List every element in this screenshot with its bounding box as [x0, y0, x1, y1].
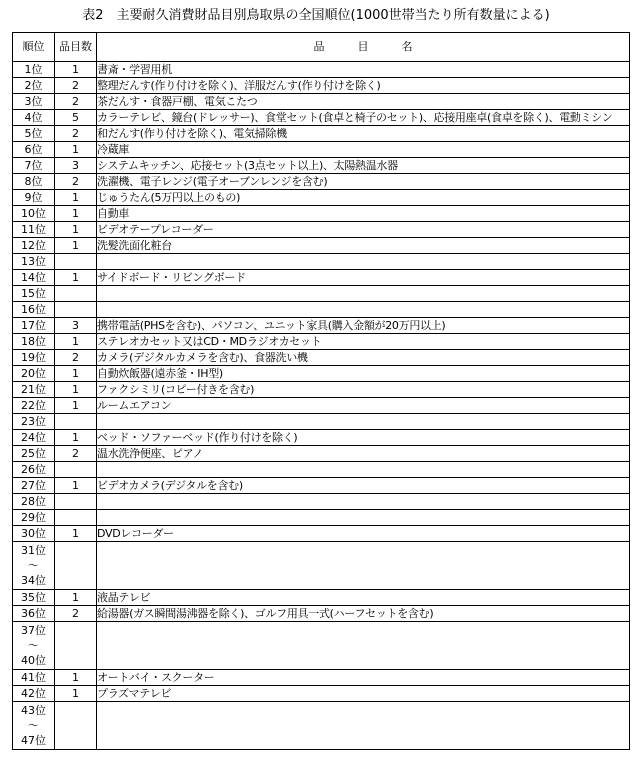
count-cell: 1	[55, 430, 97, 446]
table-header	[13, 33, 630, 62]
table-row	[13, 142, 630, 158]
items-cell: 自動車	[97, 206, 630, 222]
rank-cell: 41位	[13, 670, 55, 686]
rank-cell: 16位	[13, 302, 55, 318]
count-cell: 1	[55, 334, 97, 350]
count-cell: 3	[55, 158, 97, 174]
items-cell: カメラ(デジタルカメラを含む)、食器洗い機	[97, 350, 630, 366]
rank-cell: 42位	[13, 686, 55, 702]
count-cell: 2	[55, 350, 97, 366]
rank-cell: 23位	[13, 414, 55, 430]
items-header: 品 目 名	[97, 33, 630, 62]
items-cell: ベッド・ソファーベッド(作り付けを除く)	[97, 430, 630, 446]
rank-cell: 10位	[13, 206, 55, 222]
items-cell: ビデオテープレコーダー	[97, 222, 630, 238]
table-row	[13, 286, 630, 302]
rank-header: 順位	[13, 33, 55, 62]
table-row	[13, 446, 630, 462]
rank-cell: 36位	[13, 606, 55, 622]
header-row	[13, 33, 630, 62]
items-cell: 整理だんす(作り付けを除く)、洋服だんす(作り付けを除く)	[97, 78, 630, 94]
count-cell: 1	[55, 222, 97, 238]
table-row	[13, 126, 630, 142]
count-cell	[55, 254, 97, 270]
count-cell: 1	[55, 686, 97, 702]
page-title: 表2 主要耐久消費財品目別鳥取県の全国順位(1000世帯当たり所有数量による)	[82, 8, 550, 23]
count-cell: 5	[55, 110, 97, 126]
items-cell: ファクシミリ(コピー付きを含む)	[97, 382, 630, 398]
rank-cell: 43位 ～ 47位	[13, 702, 55, 750]
rank-cell: 14位	[13, 270, 55, 286]
table-row	[13, 334, 630, 350]
table-row	[13, 670, 630, 686]
table-row	[13, 78, 630, 94]
table-row	[13, 398, 630, 414]
rank-cell: 25位	[13, 446, 55, 462]
items-cell: 自動炊飯器(遠赤釜・IH型)	[97, 366, 630, 382]
count-cell	[55, 286, 97, 302]
table-row	[13, 478, 630, 494]
items-cell	[97, 414, 630, 430]
items-cell: 給湯器(ガス瞬間湯沸器を除く)、ゴルフ用具一式(ハーフセットを含む)	[97, 606, 630, 622]
rank-cell: 26位	[13, 462, 55, 478]
rank-cell: 7位	[13, 158, 55, 174]
count-cell	[55, 414, 97, 430]
rank-cell: 30位	[13, 526, 55, 542]
table-row	[13, 62, 630, 78]
count-cell: 2	[55, 94, 97, 110]
table-row	[13, 494, 630, 510]
items-cell	[97, 494, 630, 510]
rank-cell: 21位	[13, 382, 55, 398]
table-row	[13, 222, 630, 238]
table-row	[13, 686, 630, 702]
rank-cell: 28位	[13, 494, 55, 510]
items-cell	[97, 510, 630, 526]
rank-cell: 17位	[13, 318, 55, 334]
rank-cell: 27位	[13, 478, 55, 494]
items-cell: 洗髪洗面化粧台	[97, 238, 630, 254]
items-cell: 洗濯機、電子レンジ(電子オーブンレンジを含む)	[97, 174, 630, 190]
items-cell	[97, 286, 630, 302]
rank-cell: 15位	[13, 286, 55, 302]
table-body	[13, 62, 630, 750]
table-row	[13, 158, 630, 174]
table-row	[13, 254, 630, 270]
count-cell: 1	[55, 382, 97, 398]
items-cell	[97, 702, 630, 750]
table-row	[13, 206, 630, 222]
items-cell	[97, 542, 630, 590]
items-cell: サイドボード・リビングボード	[97, 270, 630, 286]
count-cell: 1	[55, 190, 97, 206]
table-row	[13, 190, 630, 206]
count-cell	[55, 542, 97, 590]
table-row	[13, 622, 630, 670]
items-cell	[97, 302, 630, 318]
count-cell: 2	[55, 78, 97, 94]
table-row	[13, 318, 630, 334]
items-cell: 書斎・学習用机	[97, 62, 630, 78]
items-cell: 携帯電話(PHSを含む)、パソコン、ユニット家具(購入金額が20万円以上)	[97, 318, 630, 334]
count-cell: 1	[55, 526, 97, 542]
rank-cell: 4位	[13, 110, 55, 126]
ranking-table	[12, 32, 630, 750]
count-cell: 2	[55, 126, 97, 142]
items-cell: 和だんす(作り付けを除く)、電気掃除機	[97, 126, 630, 142]
count-cell: 1	[55, 670, 97, 686]
items-cell	[97, 254, 630, 270]
table-row	[13, 174, 630, 190]
table-row	[13, 510, 630, 526]
rank-cell: 11位	[13, 222, 55, 238]
count-cell	[55, 622, 97, 670]
table-row	[13, 382, 630, 398]
count-cell: 2	[55, 174, 97, 190]
table-row	[13, 94, 630, 110]
count-cell: 1	[55, 142, 97, 158]
items-cell: カラーテレビ、鏡台(ドレッサー)、食堂セット(食卓と椅子のセット)、応接用座卓(食卓を除く)、電動ミシン	[97, 110, 630, 126]
count-cell: 1	[55, 590, 97, 606]
items-cell	[97, 462, 630, 478]
table-row	[13, 462, 630, 478]
count-cell	[55, 510, 97, 526]
count-cell: 2	[55, 606, 97, 622]
count-cell	[55, 302, 97, 318]
count-cell: 1	[55, 398, 97, 414]
table-row	[13, 430, 630, 446]
rank-cell: 13位	[13, 254, 55, 270]
rank-cell: 19位	[13, 350, 55, 366]
table-row	[13, 350, 630, 366]
table-row	[13, 302, 630, 318]
table-row	[13, 590, 630, 606]
count-cell: 1	[55, 238, 97, 254]
count-cell: 3	[55, 318, 97, 334]
rank-cell: 1位	[13, 62, 55, 78]
items-cell: 茶だんす・食器戸棚、電気こたつ	[97, 94, 630, 110]
rank-cell: 35位	[13, 590, 55, 606]
rank-cell: 31位 ～ 34位	[13, 542, 55, 590]
count-cell: 1	[55, 478, 97, 494]
rank-cell: 5位	[13, 126, 55, 142]
items-cell: 温水洗浄便座、ピアノ	[97, 446, 630, 462]
items-cell: オートバイ・スクーター	[97, 670, 630, 686]
count-header: 品目数	[55, 33, 97, 62]
count-cell: 1	[55, 366, 97, 382]
rank-cell: 22位	[13, 398, 55, 414]
table-row	[13, 238, 630, 254]
table-row	[13, 702, 630, 750]
table-row	[13, 414, 630, 430]
items-cell: ステレオカセット又はCD・MDラジオカセット	[97, 334, 630, 350]
rank-cell: 20位	[13, 366, 55, 382]
table-row	[13, 270, 630, 286]
table-row	[13, 110, 630, 126]
table-row	[13, 542, 630, 590]
rank-cell: 29位	[13, 510, 55, 526]
rank-cell: 2位	[13, 78, 55, 94]
rank-cell: 8位	[13, 174, 55, 190]
items-cell: プラズマテレビ	[97, 686, 630, 702]
rank-cell: 18位	[13, 334, 55, 350]
count-cell: 1	[55, 270, 97, 286]
items-cell: DVDレコーダー	[97, 526, 630, 542]
items-cell: じゅうたん(5万円以上のもの)	[97, 190, 630, 206]
count-cell: 1	[55, 206, 97, 222]
rank-cell: 9位	[13, 190, 55, 206]
items-cell: ビデオカメラ(デジタルを含む)	[97, 478, 630, 494]
count-cell	[55, 702, 97, 750]
count-cell	[55, 494, 97, 510]
table-row	[13, 366, 630, 382]
rank-cell: 3位	[13, 94, 55, 110]
items-cell	[97, 622, 630, 670]
count-cell	[55, 462, 97, 478]
count-cell: 1	[55, 62, 97, 78]
rank-cell: 12位	[13, 238, 55, 254]
rank-cell: 6位	[13, 142, 55, 158]
items-cell: 冷蔵庫	[97, 142, 630, 158]
table-row	[13, 606, 630, 622]
count-cell: 2	[55, 446, 97, 462]
rank-cell: 24位	[13, 430, 55, 446]
table-row	[13, 526, 630, 542]
items-cell: 液晶テレビ	[97, 590, 630, 606]
items-cell: ルームエアコン	[97, 398, 630, 414]
rank-cell: 37位 ～ 40位	[13, 622, 55, 670]
items-cell: システムキッチン、応接セット(3点セット以上)、太陽熱温水器	[97, 158, 630, 174]
